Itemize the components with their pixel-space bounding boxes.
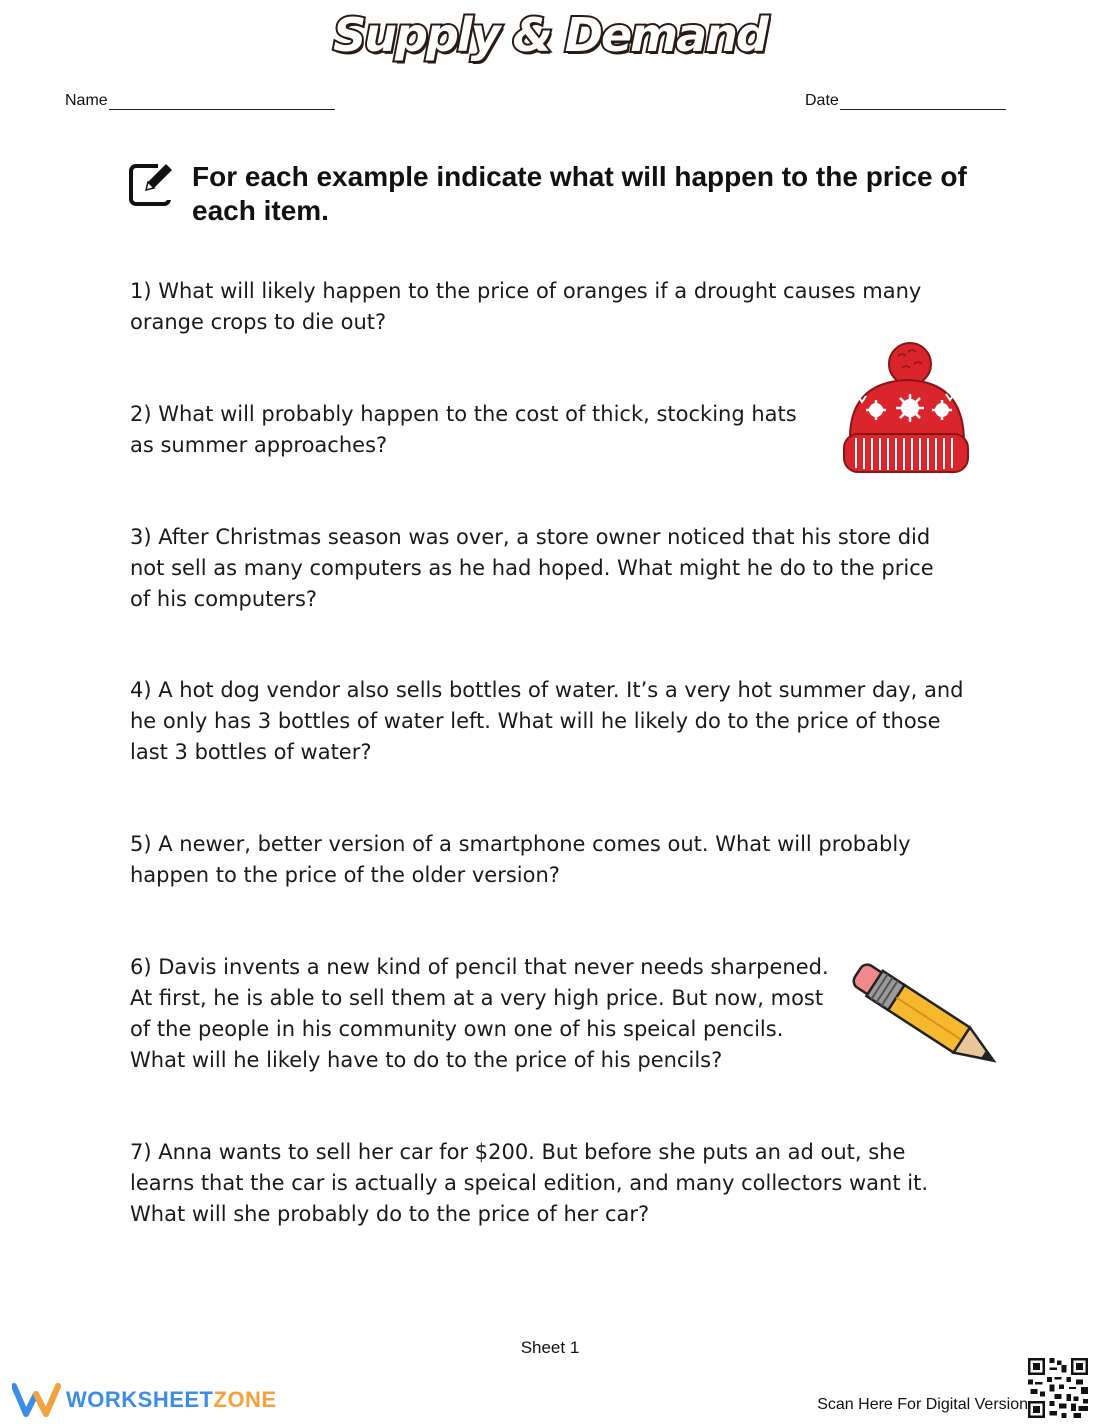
question-3: 3) After Christmas season was over, a store owner noticed that his store did not sell as many computers as he had hoped. What might he do to the price of his computers?	[130, 525, 934, 611]
brand-name-part2: ZONE	[213, 1387, 277, 1412]
date-label: Date	[805, 92, 839, 109]
question-4: 4) A hot dog vendor also sells bottles of water. It’s a very hot summer day, and he only has 3 bottles of water left. What will he likely do to the price of those last 3 bottles of water?	[130, 678, 964, 764]
worksheetzone-logo	[12, 1382, 62, 1418]
scan-label: Scan Here For Digital Version	[817, 1396, 1028, 1413]
winter-hat-icon	[838, 338, 972, 480]
name-blank-line[interactable]	[109, 94, 335, 110]
name-label: Name	[65, 92, 108, 109]
instruction-text: For each example indicate what will happen to the price of each item.	[192, 161, 967, 226]
question-6: 6) Davis invents a new kind of pencil that never needs sharpened. At first, he is able to sell them at a very high price. But now, most of the people in his community own one of his speical pencils. What will he likely have to do to the price of his pencils?	[130, 955, 829, 1072]
brand-name-part1: WORKSHEET	[66, 1387, 214, 1412]
question-1: 1) What will likely happen to the price of oranges if a drought causes many orange crops to die out?	[130, 279, 922, 334]
brand[interactable]	[12, 1382, 277, 1418]
name-field	[65, 92, 335, 110]
qr-code[interactable]	[1028, 1358, 1088, 1418]
question-7: 7) Anna wants to sell her car for $200. But before she puts an ad out, she learns that the car is actually a speical edition, and many collectors want it. What will she probably do to the price of her car?	[130, 1140, 928, 1226]
worksheet-title: Supply & Demand	[333, 8, 767, 62]
pencil-icon	[848, 960, 1004, 1076]
date-field	[805, 92, 1006, 110]
question-2: 2) What will probably happen to the cost of thick, stocking hats as summer approaches?	[130, 402, 797, 457]
edit-icon	[128, 158, 176, 208]
brand-name	[66, 1387, 277, 1413]
question-5: 5) A newer, better version of a smartphone comes out. What will probably happen to the price of the older version?	[130, 832, 911, 887]
sheet-label: Sheet 1	[520, 1338, 580, 1357]
date-blank-line[interactable]	[840, 94, 1006, 110]
